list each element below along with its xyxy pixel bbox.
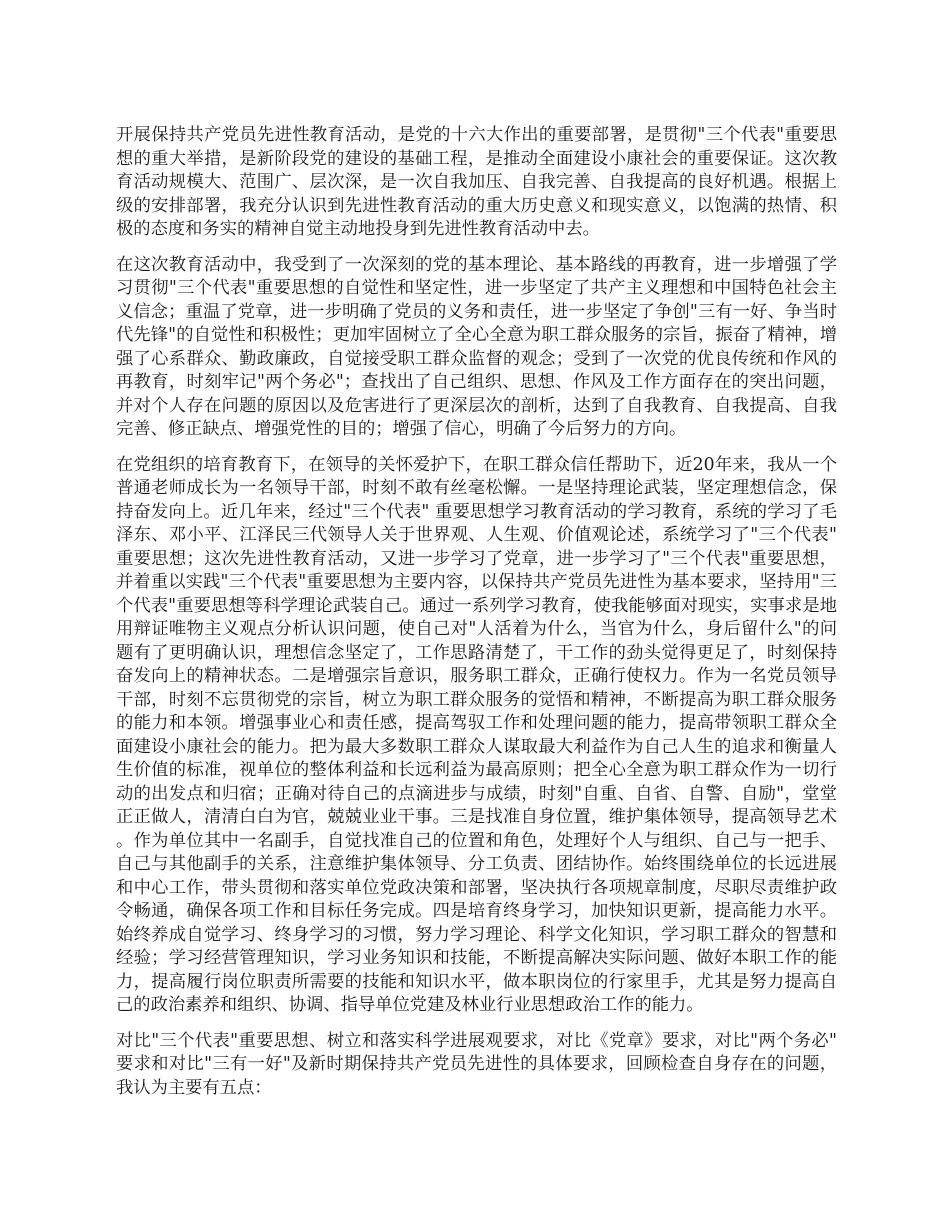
paragraph-intro: 开展保持共产党员先进性教育活动，是党的十六大作出的重要部署，是贯彻"三个代表"重要思想的重大举措，是新阶段党的建设的基础工程，是推动全面建设小康社会的重要保证。这次教育活动规模大、范围广、层次深，是一次自我加压、自我完善、自我提高的良好机遇。根据上级的安排部署，我充分认识到先进性教育活动的重大历史意义和现实意义，以饱满的热情、积极的态度和务实的精神自觉主动地投身到先进性教育活动中去。	[116, 125, 837, 239]
paragraph-personal-growth: 在党组织的培育教育下，在领导的关怀爱护下，在职工群众信任帮助下，近20年来，我从一个普通老师成长为一名领导干部，时刻不敢有丝毫松懈。一是坚持理论武装，坚定理想信念，保持奋发向上。近几年来，经过"三个代表" 重要思想学习教育活动的学习教育，系统的学习了毛泽东、邓小平、江泽民三代领导人关于世界观、人生观、价值观论述，系统学习了"三个代表" 重要思想；这次先进性教育活动，又进一步学习了党章，进一步学习了"三个代表"重要思想，并着重以实践"三个代表"重要思想为主要内容，以保持共产党员先进性为基本要求，坚持用"三个代表"重要思想等科学理论武装自己。通过一系列学习教育，使我能够面对现实，实事求是地用辩证唯物主义观点分析认识问题，使自己对"人活着为什么，当官为什么，身后留什么"的问题有了更明确认识，理想信念坚定了，工作思路清楚了，干工作的劲头觉得更足了，时刻保持奋发向上的精神状态。二是增强宗旨意识，服务职工群众，正确行使权力。作为一名党员领导干部，时刻不忘贯彻党的宗旨，树立为职工群众服务的觉悟和精神，不断提高为职工群众服务的能力和本领。增强事业心和责任感，提高驾驭工作和处理问题的能力，提高带领职工群众全面建设小康社会的能力。把为最大多数职工群众人谋取最大利益作为自己人生的追求和衡量人生价值的标准，视单位的整体利益和长远利益为最高原则；把全心全意为职工群众作为一切行动的出发点和归宿；正确对待自己的点滴进步与成绩，时刻"自重、自省、自警、自励"，堂堂正正做人，清清白白为官，兢兢业业干事。三是找准自身位置，维护集体领导，提高领导艺术。作为单位其中一名副手，自觉找准自己的位置和角色，处理好个人与组织、自己与一把手、自己与其他副手的关系，注意维护集体领导、分工负责、团结协作。始终围绕单位的长远进展和中心工作，带头贯彻和落实单位党政决策和部署，坚决执行各项规章制度，尽职尽责维护政令畅通，确保各项工作和目标任务完成。四是培育终身学习，加快知识更新，提高能力水平。始终养成自觉学习、终身学习的习惯，努力学习理论、科学文化知识，学习职工群众的智慧和经验；学习经营管理知识，学习业务知识和技能，不断提高解决实际问题、做好本职工作的能力，提高履行岗位职责所需要的技能和知识水平，做本职岗位的行家里手，尤其是努力提高自己的政治素养和组织、协调、指导单位党建及林业行业思想政治工作的能力。	[116, 454, 837, 1015]
paragraph-problem-review: 对比"三个代表"重要思想、树立和落实科学进展观要求，对比《党章》要求，对比"两个务必"要求和对比"三有一好"及新时期保持共产党员先进性的具体要求，回顾检查自身存在的问题，我认为主要有五点：	[116, 1030, 837, 1098]
paragraph-education-gains: 在这次教育活动中，我受到了一次深刻的党的基本理论、基本路线的再教育，进一步增强了学习贯彻"三个代表"重要思想的自觉性和坚定性，进一步坚定了共产主义理想和中国特色社会主义信念；重温了党章，进一步明确了党员的义务和责任，进一步坚定了争创"三有一好、争当时代先锋"的自觉性和积极性；更加牢固树立了全心全意为职工群众服务的宗旨，振奋了精神，增强了心系群众、勤政廉政，自觉接受职工群众监督的观念；受到了一次党的优良传统和作风的再教育，时刻牢记"两个务必"；查找出了自己组织、思想、作风及工作方面存在的突出问题，并对个人存在问题的原因以及危害进行了更深层次的剖析，达到了自我教育、自我提高、自我完善、修正缺点、增强党性的目的；增强了信心，明确了今后努力的方向。	[116, 254, 837, 439]
document-body	[116, 124, 837, 1112]
